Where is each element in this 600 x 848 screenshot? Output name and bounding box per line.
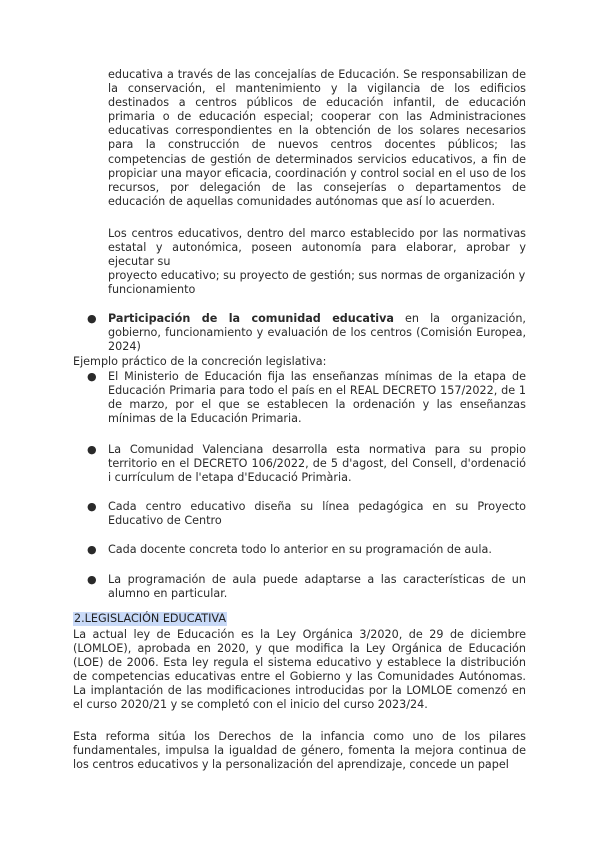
bullet-text: Cada centro educativo diseña su línea pedagógica en su Proyecto Educativo de Centro — [108, 500, 526, 528]
bullet-center — [87, 500, 526, 528]
bullet-classroom — [87, 573, 526, 601]
paragraph-municipal-competences: educativa a través de las concejalías de Educación. Se responsabilizan de la conservación, el mantenimiento y la vigilancia de los edificios destinados a centros públicos de educación infantil, de educación primaria o de educación especial; cooperar con las Administraciones educativas correspondientes en la obtención de los solares necesarios para la construcción de nuevos centros docentes públicos; las competencias de gestión de determinados servicios educativos, a fin de propiciar una mayor eficacia, coordinación y control social en el uso de los recursos, por delegación de las consejerías o departamentos de educación de aquellas comunidades autónomas que así lo acuerden. — [108, 68, 526, 208]
bullet-ministry — [87, 370, 526, 426]
bullet-text: La Comunidad Valenciana desarrolla esta normativa para su propio territorio en el DECRETO 106/2022, de 5 d'agost, del Consell, d'ordenació i currículum de l'etapa d'Educació Primària. — [108, 443, 526, 485]
bullet-dot: ● — [87, 500, 97, 513]
bullet-text: Cada docente concreta todo lo anterior en su programación de aula. — [108, 543, 492, 556]
bullet-dot: ● — [87, 443, 97, 456]
paragraph-lomloe: La actual ley de Educación es la Ley Orgánica 3/2020, de 29 de diciembre (LOMLOE), aprobada en 2020, y que modifica la Ley Orgánica de Educación (LOE) de 2006. Esta ley regula el sistema educativo y establece la distribución de competencias educativas entre el Gobierno y las Comunidades Autónomas. La implantación de las modificaciones introducidas por la LOMLOE comenzó en el curso 2020/21 y se completó con el inicio del curso 2023/24. — [73, 628, 526, 712]
bullet-teacher — [87, 543, 526, 557]
bullet-valencia — [87, 443, 526, 485]
bullet-text: La programación de aula puede adaptarse a las características de un alumno en particular. — [108, 573, 526, 601]
section-heading: 2.LEGISLACIÓN EDUCATIVA — [74, 612, 227, 625]
paragraph-reform: Esta reforma sitúa los Derechos de la infancia como uno de los pilares fundamentales, impulsa la igualdad de género, fomenta la mejora continua de los centros educativos y la personalización del aprendizaje, concede un papel — [73, 730, 526, 772]
bullet-dot: ● — [87, 543, 97, 556]
paragraph-center-autonomy — [108, 227, 526, 297]
autonomy-line-1: Los centros educativos, dentro del marco establecido por las normativas estatal y autonómica, poseen autonomía para elaborar, aprobar y ejecutar su — [108, 227, 526, 269]
bullet-dot: ● — [87, 312, 97, 325]
bullet-participation — [87, 312, 526, 354]
example-title: Ejemplo práctico de la concreción legislativa: — [73, 355, 327, 368]
participation-text: en la organización, gobierno, funcionamiento y evaluación de los centros (Comisión Europea, 2024) — [108, 312, 526, 354]
bullet-dot: ● — [87, 573, 97, 586]
participation-bold: Participación de la comunidad educativa — [108, 312, 394, 325]
bullet-text: El Ministerio de Educación fija las enseñanzas mínimas de la etapa de Educación Primaria para todo el país en el REAL DECRETO 157/2022, de 1 de marzo, por el que se establecen la ordenación y las enseñanzas mínimas de la Educación Primaria. — [108, 370, 526, 426]
bullet-dot: ● — [87, 370, 97, 383]
autonomy-line-2: proyecto educativo; su proyecto de gestión; sus normas de organización y funcionamiento — [108, 269, 526, 297]
